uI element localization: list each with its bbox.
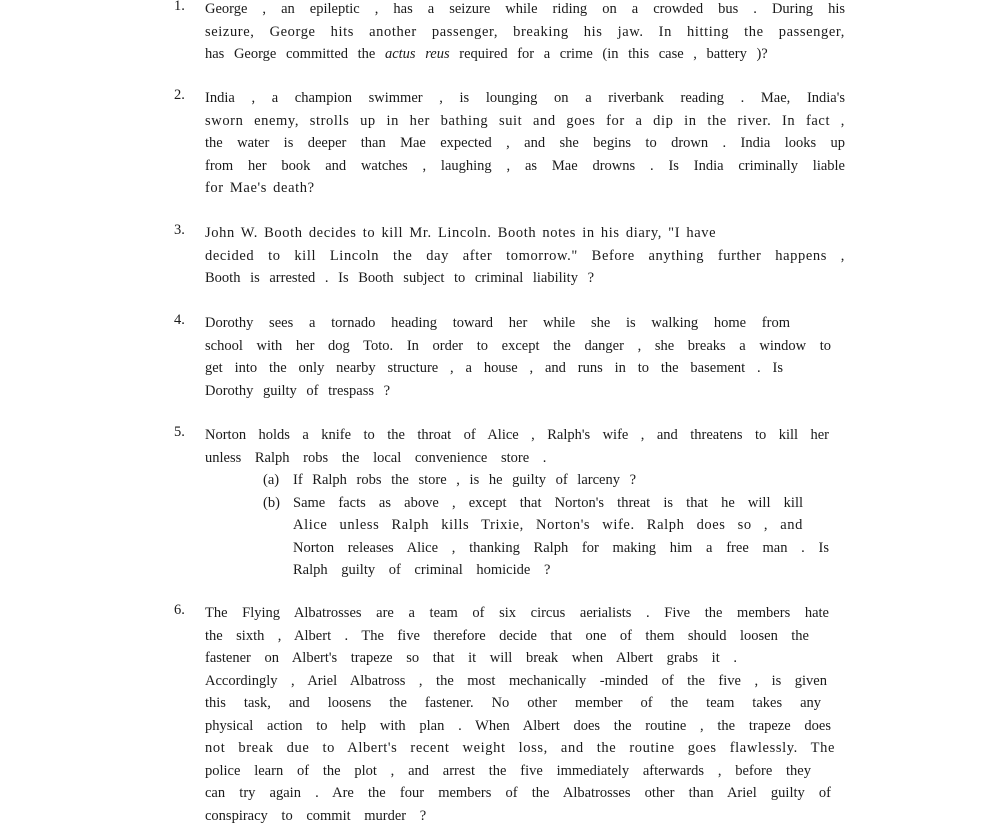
emphasized-term: actus reus [384,46,450,62]
sub-question-label: (b) [263,494,280,511]
question-2 [174,87,854,200]
text-line: Same facts as above , except that Norton's threat is that he will kill [293,494,803,511]
question-5 [174,424,854,582]
text-line: Booth is arrested . Is Booth subject to criminal liability ? [205,270,595,286]
question-4 [174,312,854,402]
text-line: Dorothy guilty of trespass ? [205,382,391,399]
text-line: John W. Booth decides to kill Mr. Lincoln. Booth notes in his diary, "I have [205,225,717,241]
text-line: Accordingly , Ariel Albatross , the most mechanically -minded of the five , is given [205,672,827,689]
text-line: has George committed the actus reus required for a crime (in this case , battery )? [205,46,768,62]
text-line: school with her dog Toto. In order to except the danger , she breaks a window to [205,337,831,354]
question-number: 6. [174,602,185,618]
sub-question-label: (a) [263,472,280,488]
text-line: the sixth , Albert . The five therefore decide that one of them should loosen the [205,627,809,644]
question-text [205,602,845,827]
text-line: Alice unless Ralph kills Trixie, Norton's wife. Ralph does so , and [293,517,803,533]
text-line: sworn enemy, strolls up in her bathing suit and goes for a dip in the river. In fact , [205,112,845,129]
question-number: 4. [174,312,185,328]
question-text [205,222,845,290]
text-line: the water is deeper than Mae expected , and she begins to drown . India looks up [205,135,845,151]
question-number: 5. [174,424,185,440]
text-line: Norton releases Alice , thanking Ralph for making him a free man . Is [293,539,829,556]
text-line: seizure, George hits another passenger, breaking his jaw. In hitting the passenger, [205,23,845,40]
text-line: physical action to help with plan . When Albert does the routine , the trapeze does [205,717,831,734]
text-line: from her book and watches , laughing , as Mae drowns . Is India criminally liable [205,157,845,174]
text-line: India , a champion swimmer , is lounging on a riverbank reading . Mae, India's [205,90,845,106]
sub-question-a [263,469,803,492]
text-line: unless Ralph robs the local convenience store . [205,449,547,466]
text-line: for Mae's death? [205,180,315,196]
text-line: conspiracy to commit murder ? [205,807,427,824]
question-number: 3. [174,222,185,238]
text-line: The Flying Albatrosses are a team of six circus aerialists . Five the members hate [205,605,829,621]
text-line: fastener on Albert's trapeze so that it will break when Albert grabs it . [205,650,737,666]
text-line: Norton holds a knife to the throat of Alice , Ralph's wife , and threatens to kill her [205,427,829,443]
text-line: get into the only nearby structure , a house , and runs in to the basement . Is [205,360,783,376]
question-number: 1. [174,0,185,14]
question-3 [174,222,854,290]
text-line: If Ralph robs the store , is he guilty of larceny ? [293,472,637,488]
text-line: not break due to Albert's recent weight loss, and the routine goes flawlessly. The [205,740,835,756]
sub-question-b [263,492,829,582]
question-1 [174,0,854,66]
text-line: can try again . Are the four members of the Albatrosses other than Ariel guilty of [205,785,831,801]
text-line: decided to kill Lincoln the day after tomorrow." Before anything further happens , [205,247,845,264]
question-text [205,0,845,66]
question-text [205,424,845,582]
question-6 [174,602,854,827]
text-line: this task, and loosens the fastener. No other member of the team takes any [205,695,821,711]
question-number: 2. [174,87,185,103]
text-line: Dorothy sees a tornado heading toward her while she is walking home from [205,315,790,331]
text-line: police learn of the plot , and arrest the five immediately afterwards , before they [205,762,811,779]
text-line: Ralph guilty of criminal homicide ? [293,562,551,578]
question-text [205,87,845,200]
question-text [205,312,845,402]
text-line: George , an epileptic , has a seizure while riding on a crowded bus . During his [205,1,845,17]
